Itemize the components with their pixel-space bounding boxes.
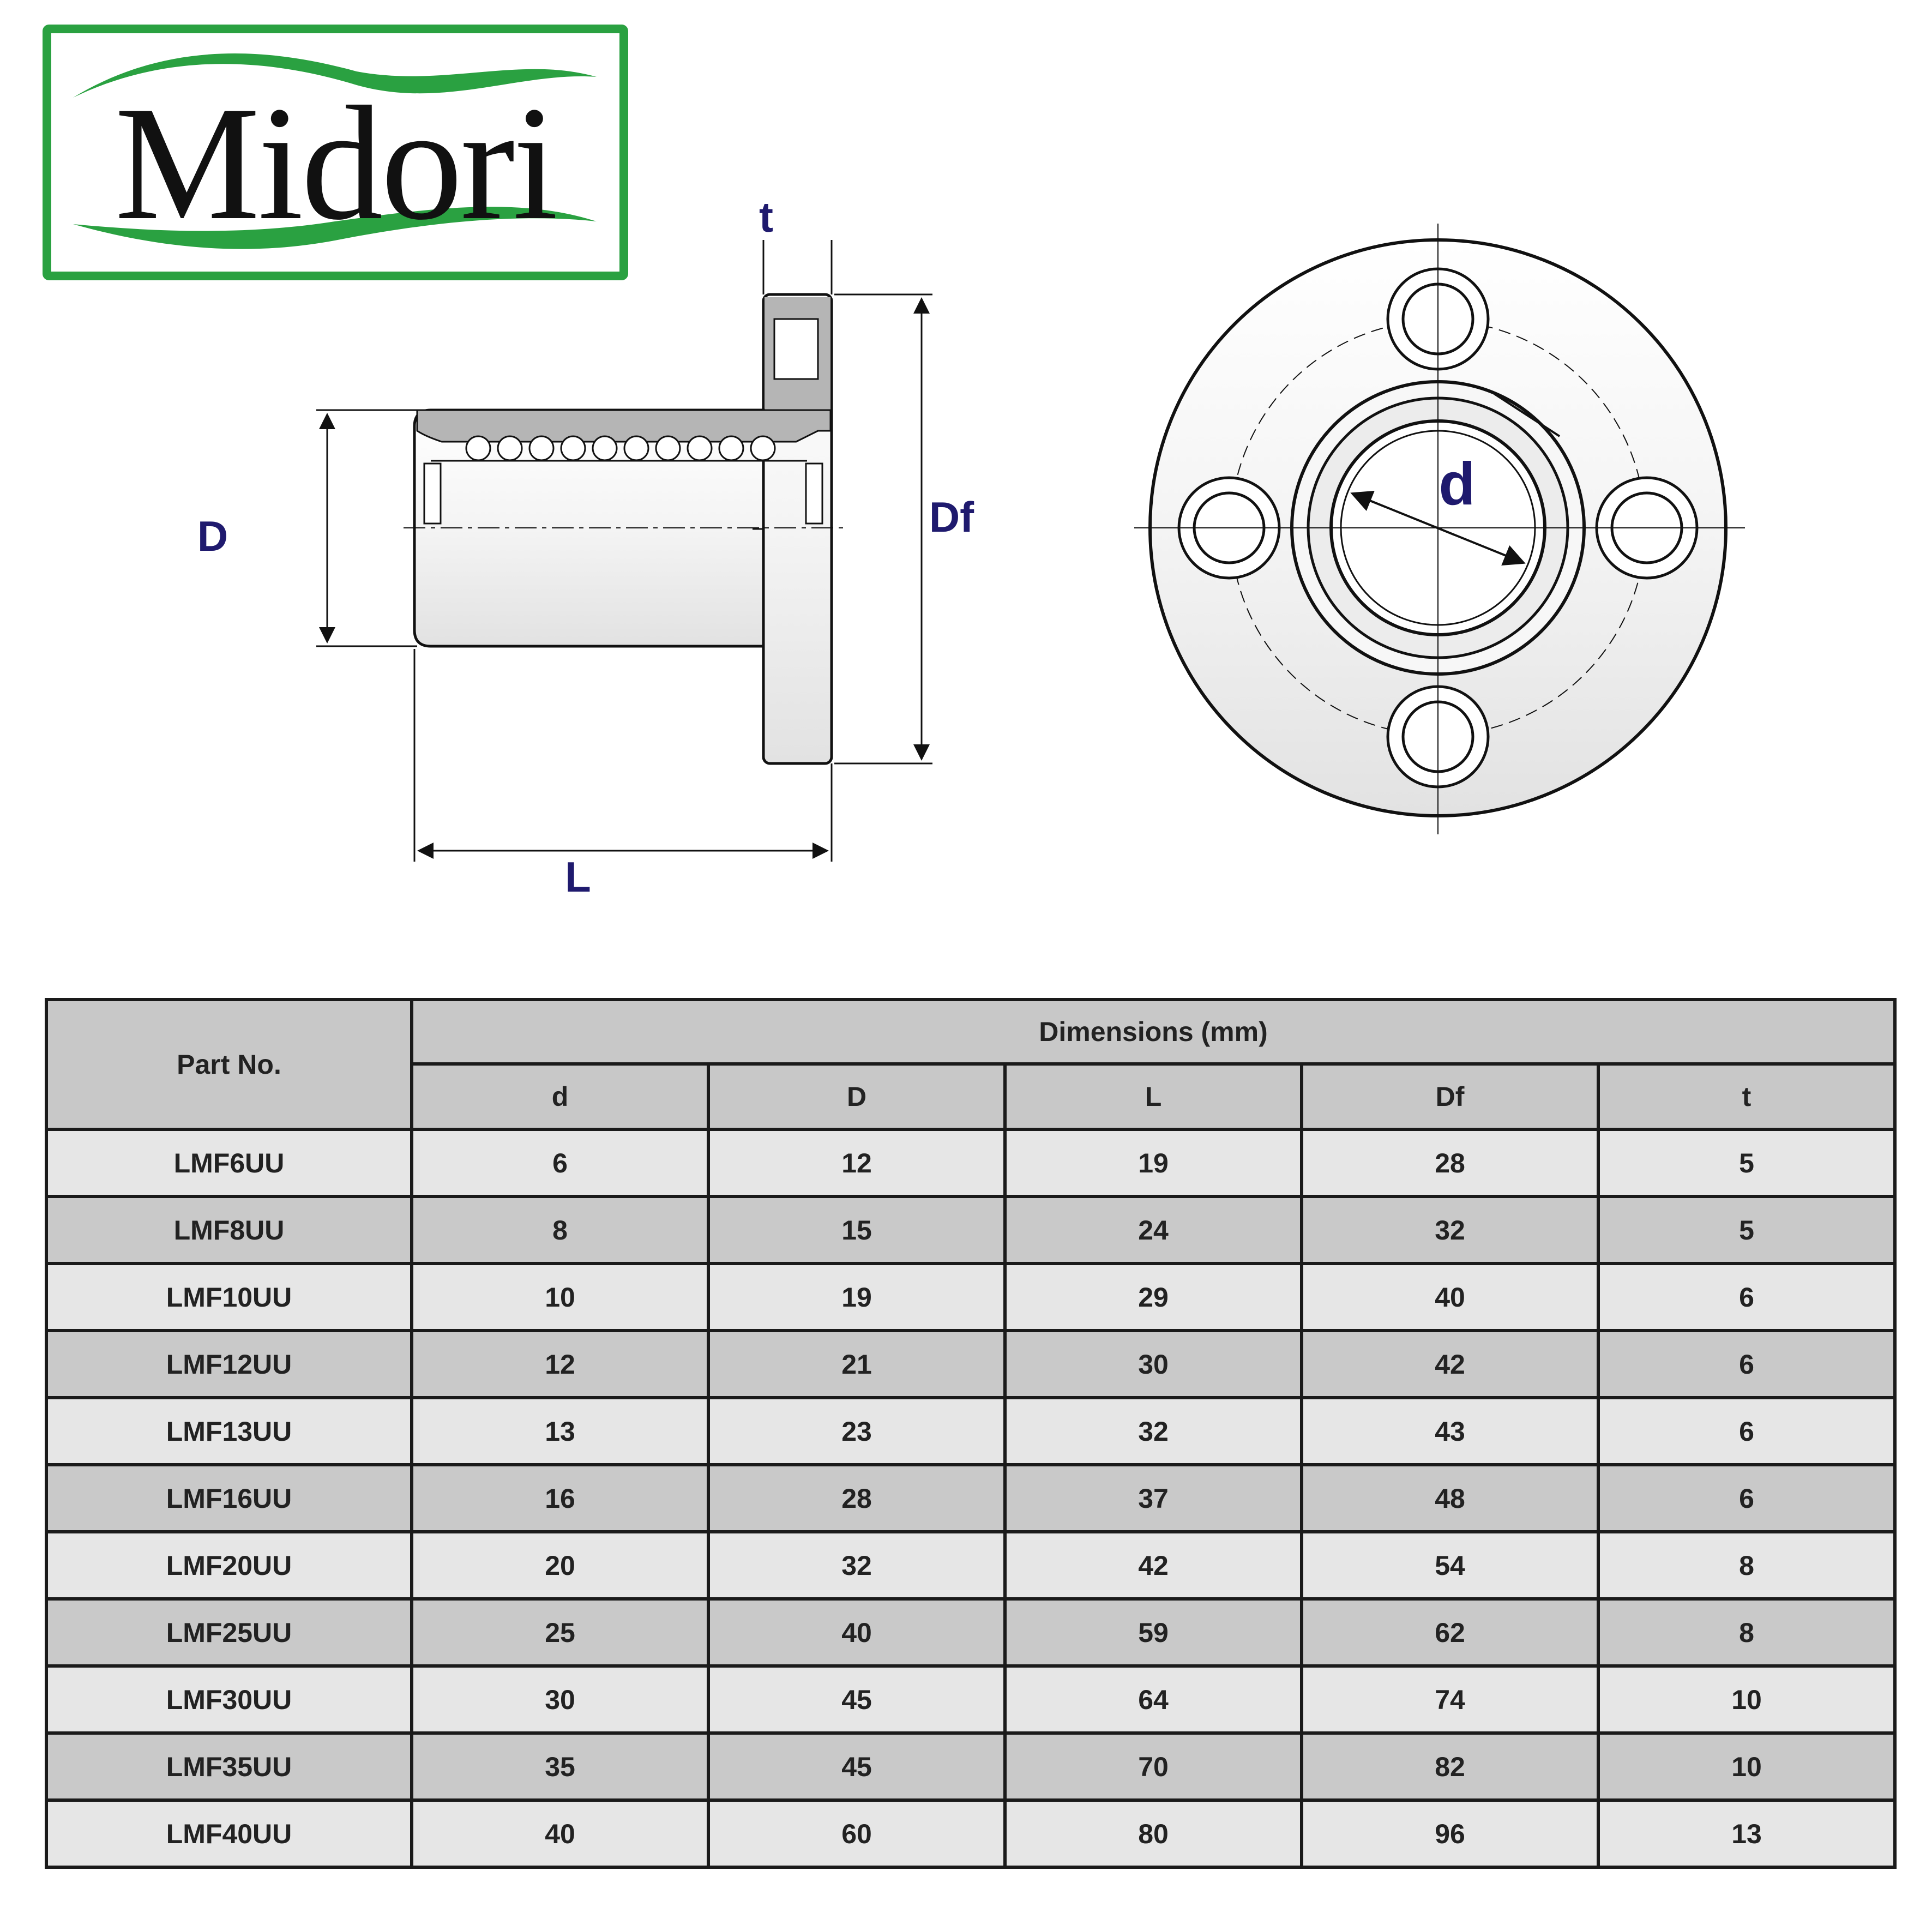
cell-Df: 48 bbox=[1302, 1465, 1598, 1532]
cell-part: LMF40UU bbox=[46, 1800, 412, 1867]
cell-L: 30 bbox=[1005, 1331, 1302, 1398]
cell-L: 42 bbox=[1005, 1532, 1302, 1599]
cell-t: 10 bbox=[1598, 1733, 1895, 1800]
cell-D: 45 bbox=[708, 1733, 1005, 1800]
cell-d: 40 bbox=[412, 1800, 708, 1867]
cell-D: 45 bbox=[708, 1666, 1005, 1733]
cell-D: 21 bbox=[708, 1331, 1005, 1398]
side-view bbox=[404, 294, 845, 763]
header-part-no: Part No. bbox=[46, 1000, 412, 1129]
cell-L: 19 bbox=[1005, 1129, 1302, 1196]
cell-Df: 96 bbox=[1302, 1800, 1598, 1867]
cell-t: 13 bbox=[1598, 1800, 1895, 1867]
cell-D: 28 bbox=[708, 1465, 1005, 1532]
table-row bbox=[46, 1733, 1895, 1800]
label-t: t bbox=[759, 193, 773, 241]
cell-L: 24 bbox=[1005, 1196, 1302, 1264]
table-row bbox=[46, 1666, 1895, 1733]
cell-L: 32 bbox=[1005, 1398, 1302, 1465]
cell-d: 8 bbox=[412, 1196, 708, 1264]
cell-part: LMF6UU bbox=[46, 1129, 412, 1196]
cell-part: LMF35UU bbox=[46, 1733, 412, 1800]
cell-Df: 62 bbox=[1302, 1599, 1598, 1666]
cell-d: 16 bbox=[412, 1465, 708, 1532]
cell-Df: 32 bbox=[1302, 1196, 1598, 1264]
cell-d: 25 bbox=[412, 1599, 708, 1666]
cell-L: 29 bbox=[1005, 1264, 1302, 1331]
cell-D: 60 bbox=[708, 1800, 1005, 1867]
label-L: L bbox=[565, 853, 591, 901]
cell-Df: 28 bbox=[1302, 1129, 1598, 1196]
header-dimensions: Dimensions (mm) bbox=[412, 1000, 1895, 1064]
cell-D: 32 bbox=[708, 1532, 1005, 1599]
dimension-D bbox=[316, 410, 417, 646]
cell-t: 8 bbox=[1598, 1599, 1895, 1666]
table-row bbox=[46, 1264, 1895, 1331]
cell-L: 80 bbox=[1005, 1800, 1302, 1867]
table-row bbox=[46, 1196, 1895, 1264]
cell-L: 59 bbox=[1005, 1599, 1302, 1666]
cell-d: 20 bbox=[412, 1532, 708, 1599]
cell-d: 13 bbox=[412, 1398, 708, 1465]
cell-d: 6 bbox=[412, 1129, 708, 1196]
table-row bbox=[46, 1800, 1895, 1867]
cell-D: 12 bbox=[708, 1129, 1005, 1196]
cell-t: 6 bbox=[1598, 1398, 1895, 1465]
cell-t: 6 bbox=[1598, 1465, 1895, 1532]
cell-t: 5 bbox=[1598, 1196, 1895, 1264]
cell-t: 6 bbox=[1598, 1331, 1895, 1398]
table-row bbox=[46, 1599, 1895, 1666]
header-L: L bbox=[1005, 1064, 1302, 1129]
cell-t: 10 bbox=[1598, 1666, 1895, 1733]
cell-D: 19 bbox=[708, 1264, 1005, 1331]
cell-d: 12 bbox=[412, 1331, 708, 1398]
cell-part: LMF20UU bbox=[46, 1532, 412, 1599]
dimension-Df bbox=[834, 294, 932, 763]
label-D: D bbox=[197, 512, 228, 560]
cell-D: 23 bbox=[708, 1398, 1005, 1465]
label-Df: Df bbox=[929, 493, 974, 541]
cell-d: 10 bbox=[412, 1264, 708, 1331]
cell-Df: 42 bbox=[1302, 1331, 1598, 1398]
table-row bbox=[46, 1331, 1895, 1398]
cell-L: 64 bbox=[1005, 1666, 1302, 1733]
cell-D: 40 bbox=[708, 1599, 1005, 1666]
table-row bbox=[46, 1398, 1895, 1465]
cell-part: LMF8UU bbox=[46, 1196, 412, 1264]
cell-part: LMF12UU bbox=[46, 1331, 412, 1398]
cell-t: 6 bbox=[1598, 1264, 1895, 1331]
cell-Df: 82 bbox=[1302, 1733, 1598, 1800]
cell-t: 5 bbox=[1598, 1129, 1895, 1196]
cell-Df: 54 bbox=[1302, 1532, 1598, 1599]
header-t: t bbox=[1598, 1064, 1895, 1129]
cell-part: LMF13UU bbox=[46, 1398, 412, 1465]
cell-part: LMF25UU bbox=[46, 1599, 412, 1666]
table-row bbox=[46, 1129, 1895, 1196]
table-row bbox=[46, 1532, 1895, 1599]
cell-part: LMF30UU bbox=[46, 1666, 412, 1733]
cell-Df: 40 bbox=[1302, 1264, 1598, 1331]
cell-D: 15 bbox=[708, 1196, 1005, 1264]
dimensions-table bbox=[45, 998, 1897, 1869]
table-row bbox=[46, 1465, 1895, 1532]
header-d: d bbox=[412, 1064, 708, 1129]
header-Df: Df bbox=[1302, 1064, 1598, 1129]
cell-t: 8 bbox=[1598, 1532, 1895, 1599]
bearing-technical-drawing bbox=[0, 0, 1932, 927]
cell-Df: 74 bbox=[1302, 1666, 1598, 1733]
cell-d: 35 bbox=[412, 1733, 708, 1800]
cell-d: 30 bbox=[412, 1666, 708, 1733]
cell-L: 37 bbox=[1005, 1465, 1302, 1532]
dimension-t bbox=[763, 240, 832, 294]
logo-text: Midori bbox=[115, 73, 556, 254]
cell-L: 70 bbox=[1005, 1733, 1302, 1800]
cell-part: LMF16UU bbox=[46, 1465, 412, 1532]
cell-Df: 43 bbox=[1302, 1398, 1598, 1465]
label-d: d bbox=[1439, 450, 1476, 518]
front-view bbox=[1134, 224, 1745, 834]
header-D: D bbox=[708, 1064, 1005, 1129]
cell-part: LMF10UU bbox=[46, 1264, 412, 1331]
